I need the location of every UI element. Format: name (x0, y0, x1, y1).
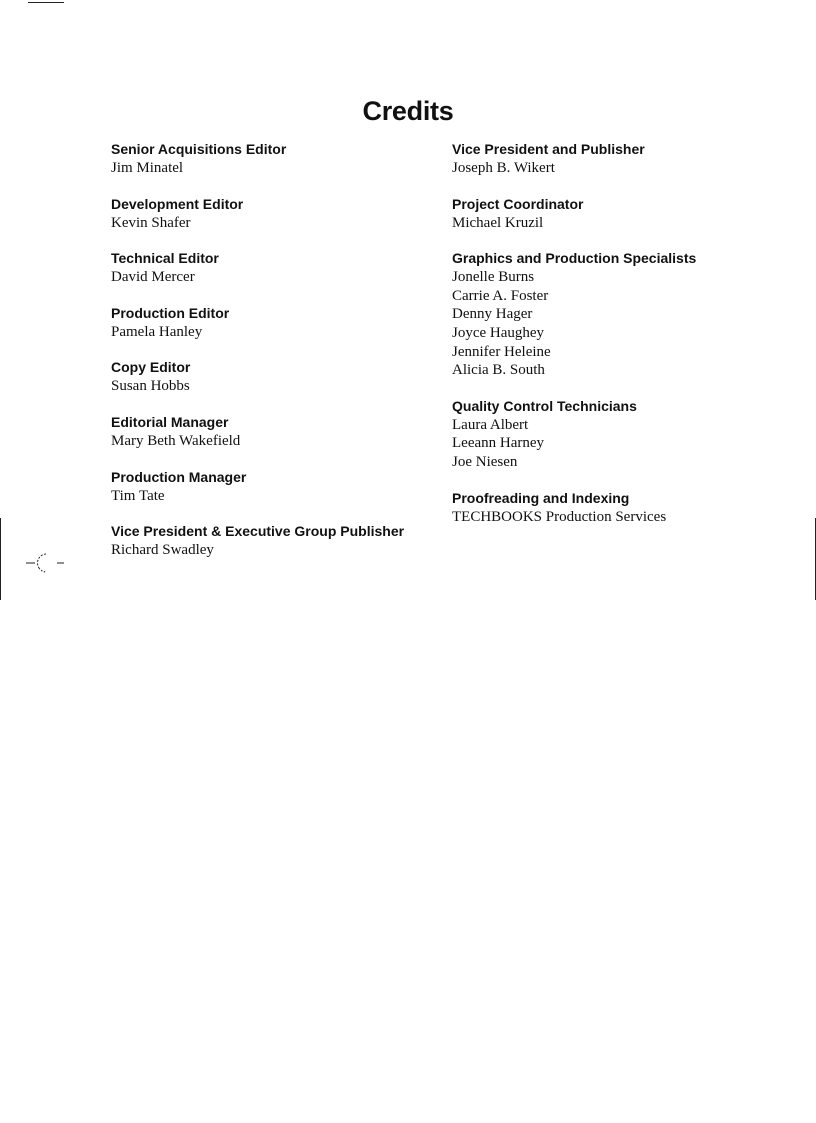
credit-names (452, 159, 792, 178)
credit-name: Richard Swadley (111, 542, 214, 559)
credit-entry (452, 249, 792, 380)
credit-entry (111, 468, 431, 506)
registration-mark-icon (26, 550, 66, 576)
credit-names (111, 159, 431, 178)
credit-name: Jennifer Heleine (452, 343, 551, 360)
credit-entry (111, 249, 431, 287)
credit-name: Mary Beth Wakefield (111, 432, 241, 449)
credit-name: Susan Hobbs (111, 378, 190, 395)
credit-role: Production Manager (111, 468, 247, 485)
credit-role: Production Editor (111, 304, 230, 321)
credit-entry (111, 522, 431, 560)
credit-role: Copy Editor (111, 359, 191, 376)
credit-names (111, 541, 431, 560)
credit-names (452, 268, 792, 380)
credit-name: Joe Niesen (452, 453, 518, 470)
credit-role: Technical Editor (111, 250, 219, 267)
credit-role: Proofreading and Indexing (452, 489, 630, 506)
credit-name: Michael Kruzil (452, 214, 544, 231)
credit-entry (111, 358, 431, 396)
credit-name: David Mercer (111, 269, 195, 286)
credit-role: Graphics and Production Specialists (452, 250, 697, 267)
credit-name: Jim Minatel (111, 160, 184, 176)
credit-name: Jonelle Burns (452, 269, 535, 286)
credit-entry (452, 140, 792, 178)
credit-name: Joyce Haughey (452, 324, 545, 341)
credit-name: TECHBOOKS Production Services (452, 508, 667, 525)
credit-entry (111, 195, 431, 233)
credit-entry (452, 397, 792, 472)
credits-column-left (111, 140, 431, 577)
credit-name: Carrie A. Foster (452, 287, 549, 304)
credit-names (111, 487, 431, 506)
credit-name: Kevin Shafer (111, 214, 191, 231)
credit-role: Project Coordinator (452, 195, 584, 212)
credit-names (452, 416, 792, 472)
credit-names (452, 214, 792, 233)
credit-name: Tim Tate (111, 487, 165, 504)
credit-name: Denny Hager (452, 306, 533, 323)
credits-column-right (452, 140, 792, 543)
crop-mark-top (28, 0, 64, 3)
credit-entry (452, 195, 792, 233)
credit-role: Editorial Manager (111, 413, 229, 430)
page-title: Credits (362, 96, 454, 126)
credit-name: Pamela Hanley (111, 323, 203, 340)
credit-entry (111, 304, 431, 342)
credit-role: Vice President & Executive Group Publisher (111, 523, 405, 540)
credit-name: Leeann Harney (452, 435, 545, 452)
margin-rule-left (0, 518, 1, 600)
credit-names (452, 508, 792, 527)
credit-name: Joseph B. Wikert (452, 160, 555, 176)
credit-entry (111, 413, 431, 451)
credit-role: Senior Acquisitions Editor (111, 141, 287, 157)
credit-role: Quality Control Technicians (452, 397, 637, 414)
credit-names (111, 268, 431, 287)
credit-name: Laura Albert (452, 416, 529, 433)
credit-name: Alicia B. South (452, 362, 545, 379)
credit-role: Development Editor (111, 195, 244, 212)
credit-names (111, 323, 431, 342)
credit-role: Vice President and Publisher (452, 141, 645, 157)
credit-names (111, 432, 431, 451)
credit-entry (452, 489, 792, 527)
credit-names (111, 377, 431, 396)
credit-entry (111, 140, 431, 178)
credit-names (111, 214, 431, 233)
